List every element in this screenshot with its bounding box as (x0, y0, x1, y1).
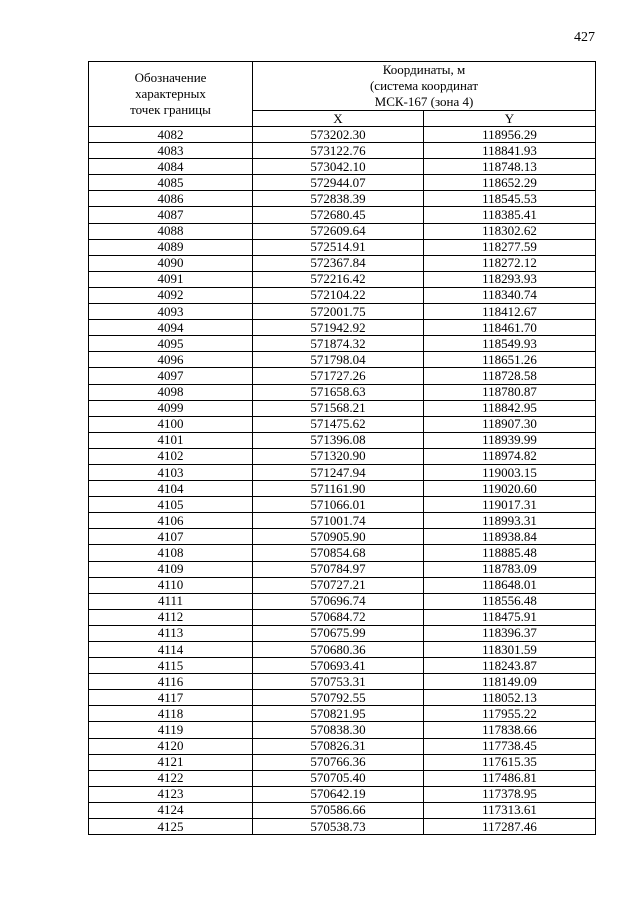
y-coordinate-cell: 119003.15 (424, 464, 596, 480)
x-coordinate-cell: 570642.19 (253, 786, 424, 802)
y-coordinate-cell: 118652.29 (424, 175, 596, 191)
table-row (89, 802, 596, 818)
x-coordinate-cell: 570766.36 (253, 754, 424, 770)
header-y: Y (424, 111, 596, 127)
y-coordinate-cell: 118272.12 (424, 255, 596, 271)
table-row (89, 577, 596, 593)
x-coordinate-cell: 573042.10 (253, 159, 424, 175)
header-coords-line: Координаты, м (382, 62, 466, 77)
y-coordinate-cell: 118648.01 (424, 577, 596, 593)
point-id-cell: 4118 (89, 706, 253, 722)
y-coordinate-cell: 118938.84 (424, 529, 596, 545)
y-coordinate-cell: 118956.29 (424, 127, 596, 143)
point-id-cell: 4119 (89, 722, 253, 738)
x-coordinate-cell: 571066.01 (253, 497, 424, 513)
table-row (89, 384, 596, 400)
y-coordinate-cell: 118993.31 (424, 513, 596, 529)
x-coordinate-cell: 570705.40 (253, 770, 424, 786)
x-coordinate-cell: 570854.68 (253, 545, 424, 561)
page-number: 427 (574, 30, 595, 45)
table-row (89, 416, 596, 432)
table-row (89, 497, 596, 513)
point-id-cell: 4087 (89, 207, 253, 223)
x-coordinate-cell: 571320.90 (253, 448, 424, 464)
table-row (89, 255, 596, 271)
y-coordinate-cell: 118052.13 (424, 690, 596, 706)
table-row (89, 593, 596, 609)
point-id-cell: 4097 (89, 368, 253, 384)
point-id-cell: 4088 (89, 223, 253, 239)
table-body (89, 127, 596, 835)
point-id-cell: 4086 (89, 191, 253, 207)
y-coordinate-cell: 118475.91 (424, 609, 596, 625)
y-coordinate-cell: 117486.81 (424, 770, 596, 786)
y-coordinate-cell: 117378.95 (424, 786, 596, 802)
point-id-cell: 4082 (89, 127, 253, 143)
point-id-cell: 4121 (89, 754, 253, 770)
x-coordinate-cell: 572680.45 (253, 207, 424, 223)
y-coordinate-cell: 117738.45 (424, 738, 596, 754)
y-coordinate-cell: 118277.59 (424, 239, 596, 255)
table-row (89, 786, 596, 802)
point-id-cell: 4124 (89, 802, 253, 818)
header-point-line: характерных (135, 86, 206, 101)
table-row (89, 223, 596, 239)
table-row (89, 545, 596, 561)
table-row (89, 625, 596, 641)
x-coordinate-cell: 570826.31 (253, 738, 424, 754)
header-x: X (253, 111, 424, 127)
point-id-cell: 4093 (89, 304, 253, 320)
y-coordinate-cell: 118783.09 (424, 561, 596, 577)
table-row (89, 738, 596, 754)
y-coordinate-cell: 118907.30 (424, 416, 596, 432)
y-coordinate-cell: 118780.87 (424, 384, 596, 400)
table-row (89, 754, 596, 770)
x-coordinate-cell: 570680.36 (253, 642, 424, 658)
point-id-cell: 4092 (89, 287, 253, 303)
x-coordinate-cell: 571942.92 (253, 320, 424, 336)
y-coordinate-cell: 118340.74 (424, 287, 596, 303)
x-coordinate-cell: 570784.97 (253, 561, 424, 577)
point-id-cell: 4122 (89, 770, 253, 786)
x-coordinate-cell: 570586.66 (253, 802, 424, 818)
y-coordinate-cell: 118748.13 (424, 159, 596, 175)
table-row (89, 304, 596, 320)
x-coordinate-cell: 570792.55 (253, 690, 424, 706)
x-coordinate-cell: 573202.30 (253, 127, 424, 143)
x-coordinate-cell: 570753.31 (253, 674, 424, 690)
point-id-cell: 4113 (89, 625, 253, 641)
y-coordinate-cell: 118885.48 (424, 545, 596, 561)
point-id-cell: 4115 (89, 658, 253, 674)
y-coordinate-cell: 118545.53 (424, 191, 596, 207)
table-row (89, 706, 596, 722)
y-coordinate-cell: 118974.82 (424, 448, 596, 464)
y-coordinate-cell: 118461.70 (424, 320, 596, 336)
table-row (89, 464, 596, 480)
y-coordinate-cell: 118396.37 (424, 625, 596, 641)
point-id-cell: 4110 (89, 577, 253, 593)
x-coordinate-cell: 570693.41 (253, 658, 424, 674)
table-row (89, 690, 596, 706)
table-row (89, 432, 596, 448)
y-coordinate-cell: 118549.93 (424, 336, 596, 352)
x-coordinate-cell: 571161.90 (253, 481, 424, 497)
table-row (89, 287, 596, 303)
x-coordinate-cell: 570684.72 (253, 609, 424, 625)
point-id-cell: 4108 (89, 545, 253, 561)
point-id-cell: 4116 (89, 674, 253, 690)
table-row (89, 175, 596, 191)
point-id-cell: 4099 (89, 400, 253, 416)
y-coordinate-cell: 118842.95 (424, 400, 596, 416)
table-row (89, 368, 596, 384)
x-coordinate-cell: 571658.63 (253, 384, 424, 400)
table-row (89, 722, 596, 738)
point-id-cell: 4091 (89, 271, 253, 287)
table-row (89, 529, 596, 545)
y-coordinate-cell: 118243.87 (424, 658, 596, 674)
y-coordinate-cell: 118385.41 (424, 207, 596, 223)
point-id-cell: 4112 (89, 609, 253, 625)
y-coordinate-cell: 118301.59 (424, 642, 596, 658)
table-row (89, 207, 596, 223)
y-coordinate-cell: 118302.62 (424, 223, 596, 239)
header-row-main (89, 62, 596, 111)
point-id-cell: 4084 (89, 159, 253, 175)
table-header (89, 62, 596, 127)
table-row (89, 239, 596, 255)
y-coordinate-cell: 118651.26 (424, 352, 596, 368)
y-coordinate-cell: 118149.09 (424, 674, 596, 690)
y-coordinate-cell: 118728.58 (424, 368, 596, 384)
table-row (89, 336, 596, 352)
point-id-cell: 4114 (89, 642, 253, 658)
table-row (89, 400, 596, 416)
point-id-cell: 4100 (89, 416, 253, 432)
x-coordinate-cell: 571001.74 (253, 513, 424, 529)
table-row (89, 642, 596, 658)
header-coordinates (253, 62, 596, 111)
table-row (89, 609, 596, 625)
y-coordinate-cell: 117838.66 (424, 722, 596, 738)
x-coordinate-cell: 570675.99 (253, 625, 424, 641)
table-row (89, 674, 596, 690)
y-coordinate-cell: 118939.99 (424, 432, 596, 448)
table-row (89, 352, 596, 368)
y-coordinate-cell: 118556.48 (424, 593, 596, 609)
point-id-cell: 4117 (89, 690, 253, 706)
y-coordinate-cell: 118841.93 (424, 143, 596, 159)
table-row (89, 513, 596, 529)
header-point-line: точек границы (130, 102, 211, 117)
y-coordinate-cell: 118412.67 (424, 304, 596, 320)
x-coordinate-cell: 571475.62 (253, 416, 424, 432)
table-row (89, 770, 596, 786)
x-coordinate-cell: 572367.84 (253, 255, 424, 271)
x-coordinate-cell: 570821.95 (253, 706, 424, 722)
x-coordinate-cell: 572216.42 (253, 271, 424, 287)
y-coordinate-cell: 118293.93 (424, 271, 596, 287)
x-coordinate-cell: 571874.32 (253, 336, 424, 352)
y-coordinate-cell: 117287.46 (424, 819, 596, 835)
table-row (89, 159, 596, 175)
point-id-cell: 4101 (89, 432, 253, 448)
header-point-line: Обозначение (134, 70, 207, 85)
y-coordinate-cell: 119020.60 (424, 481, 596, 497)
table-row (89, 127, 596, 143)
coordinates-table (88, 61, 596, 835)
point-id-cell: 4103 (89, 464, 253, 480)
y-coordinate-cell: 117313.61 (424, 802, 596, 818)
header-coords-line: (система координат (369, 78, 479, 93)
point-id-cell: 4102 (89, 448, 253, 464)
x-coordinate-cell: 570696.74 (253, 593, 424, 609)
x-coordinate-cell: 571247.94 (253, 464, 424, 480)
table-row (89, 191, 596, 207)
x-coordinate-cell: 571568.21 (253, 400, 424, 416)
table-row (89, 271, 596, 287)
x-coordinate-cell: 572104.22 (253, 287, 424, 303)
x-coordinate-cell: 572609.64 (253, 223, 424, 239)
table-row (89, 561, 596, 577)
point-id-cell: 4123 (89, 786, 253, 802)
header-point-designation (89, 62, 253, 127)
x-coordinate-cell: 571396.08 (253, 432, 424, 448)
x-coordinate-cell: 570905.90 (253, 529, 424, 545)
x-coordinate-cell: 570538.73 (253, 819, 424, 835)
x-coordinate-cell: 571798.04 (253, 352, 424, 368)
table-row (89, 819, 596, 835)
point-id-cell: 4111 (89, 593, 253, 609)
header-coords-line: МСК-167 (зона 4) (374, 94, 474, 109)
x-coordinate-cell: 572944.07 (253, 175, 424, 191)
point-id-cell: 4106 (89, 513, 253, 529)
point-id-cell: 4089 (89, 239, 253, 255)
point-id-cell: 4095 (89, 336, 253, 352)
point-id-cell: 4105 (89, 497, 253, 513)
x-coordinate-cell: 572001.75 (253, 304, 424, 320)
point-id-cell: 4098 (89, 384, 253, 400)
point-id-cell: 4120 (89, 738, 253, 754)
point-id-cell: 4090 (89, 255, 253, 271)
point-id-cell: 4104 (89, 481, 253, 497)
point-id-cell: 4096 (89, 352, 253, 368)
point-id-cell: 4125 (89, 819, 253, 835)
x-coordinate-cell: 570727.21 (253, 577, 424, 593)
x-coordinate-cell: 571727.26 (253, 368, 424, 384)
x-coordinate-cell: 572514.91 (253, 239, 424, 255)
y-coordinate-cell: 117615.35 (424, 754, 596, 770)
y-coordinate-cell: 119017.31 (424, 497, 596, 513)
y-coordinate-cell: 117955.22 (424, 706, 596, 722)
point-id-cell: 4083 (89, 143, 253, 159)
point-id-cell: 4109 (89, 561, 253, 577)
point-id-cell: 4107 (89, 529, 253, 545)
point-id-cell: 4085 (89, 175, 253, 191)
table-row (89, 448, 596, 464)
x-coordinate-cell: 570838.30 (253, 722, 424, 738)
table-row (89, 143, 596, 159)
x-coordinate-cell: 572838.39 (253, 191, 424, 207)
x-coordinate-cell: 573122.76 (253, 143, 424, 159)
table-row (89, 320, 596, 336)
table-row (89, 481, 596, 497)
point-id-cell: 4094 (89, 320, 253, 336)
table-row (89, 658, 596, 674)
